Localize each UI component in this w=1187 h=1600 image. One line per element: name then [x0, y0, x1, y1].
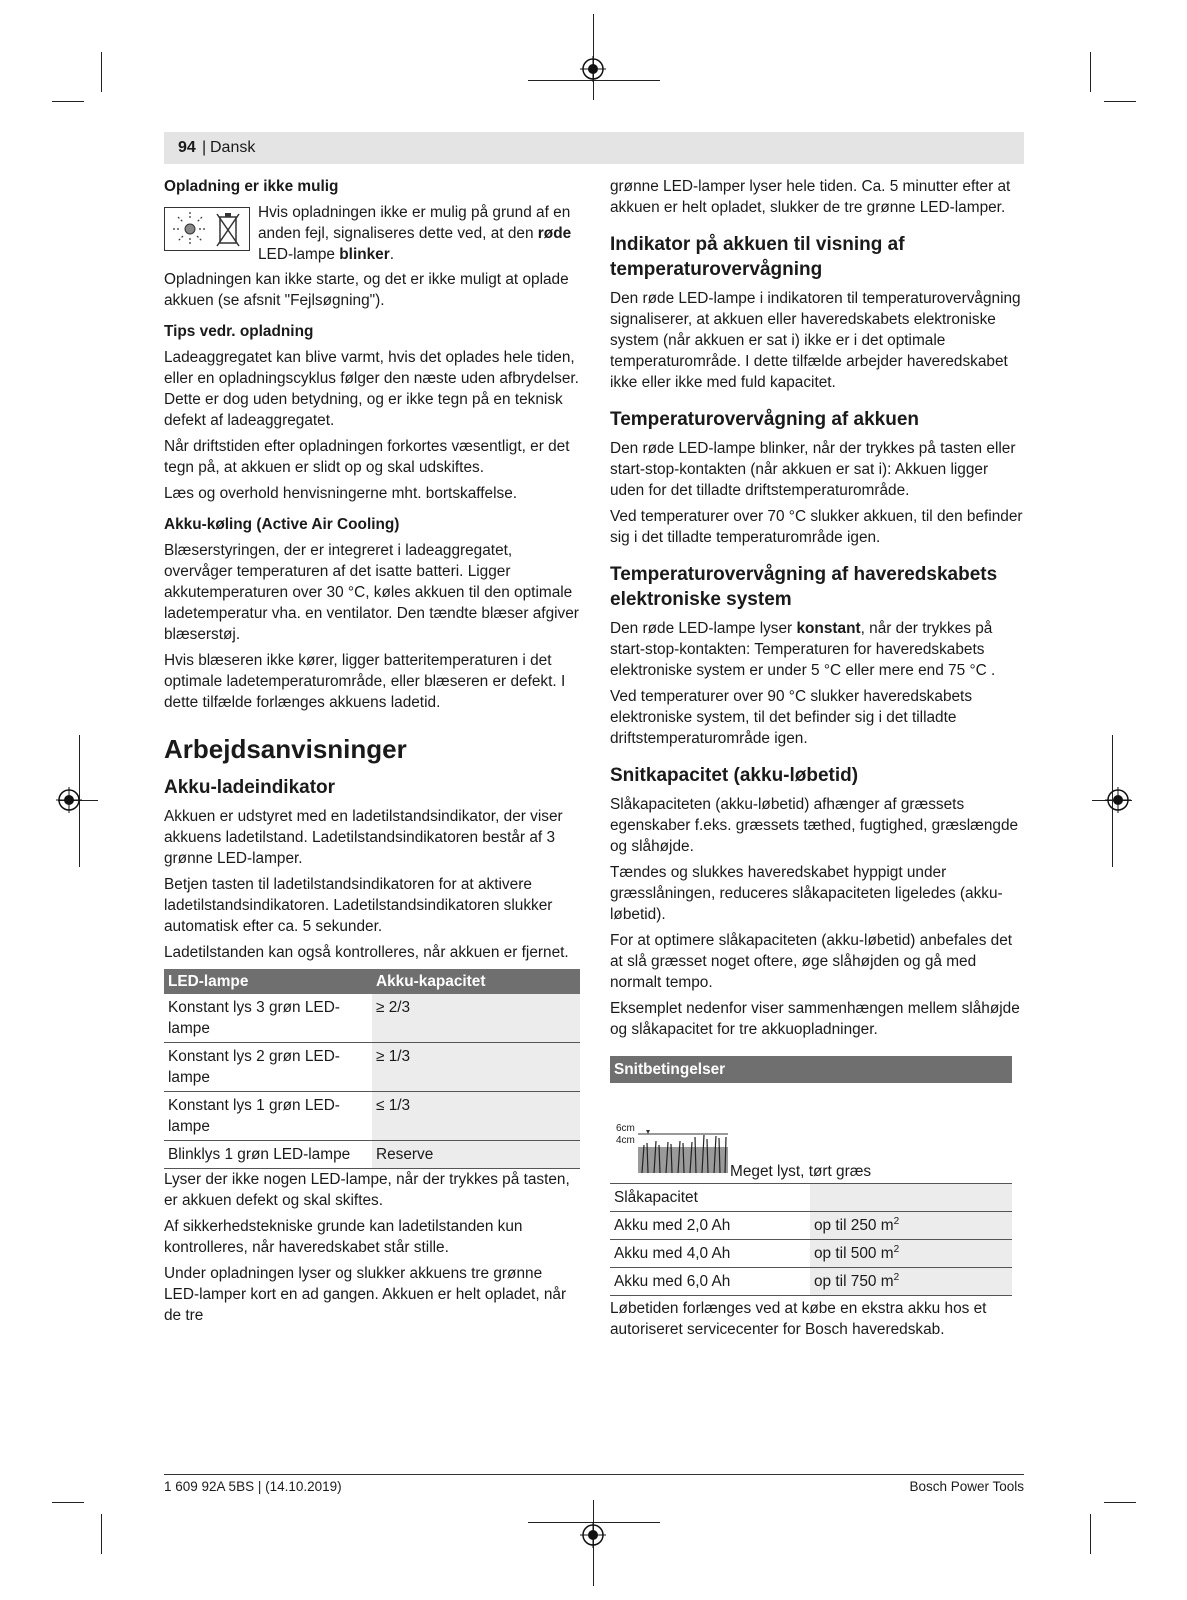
paragraph: Eksemplet nedenfor viser sammenhængen mellem slåhøjde og slåkapacitet for tre akkuopladninger.: [610, 1000, 1020, 1038]
registration-mark-icon: [580, 56, 606, 82]
table-row: [610, 1184, 1012, 1212]
table-cell: Akku med 6,0 Ah: [610, 1268, 810, 1296]
table-cell: [810, 1240, 1012, 1268]
table-cell: Konstant lys 1 grøn LED-lampe: [164, 1092, 372, 1141]
section-heading: Akku-køling (Active Air Cooling): [164, 516, 400, 533]
section-heading: Temperaturovervågning af akkuen: [610, 409, 920, 430]
paragraph: Ladetilstanden kan også kontrolleres, når akkuen er fjernet.: [164, 944, 569, 961]
right-column: [610, 176, 1026, 1345]
section-heading: Opladning er ikke mulig: [164, 178, 339, 195]
height-label-4cm: 4cm: [616, 1135, 635, 1146]
table-cell: [810, 1184, 1012, 1212]
page-header: [164, 132, 1024, 164]
table-row: [610, 1212, 1012, 1240]
table-row: [164, 994, 580, 1043]
paragraph: Ved temperaturer over 90 °C slukker haveredskabets elektroniske system, til det befinder sig i det tilladte driftstemperaturområde igen.: [610, 688, 973, 747]
unit-exponent: 2: [893, 1215, 900, 1227]
footer-divider: [164, 1474, 1024, 1475]
table-cell: Konstant lys 2 grøn LED-lampe: [164, 1043, 372, 1092]
section-heading: Indikator på akkuen til visning af temperaturovervågning: [610, 234, 905, 280]
paragraph: For at optimere slåkapaciteten (akku-løbetid) anbefales det at slå græsset noget oftere, øge slåhøjden og gå med normalt tempo.: [610, 932, 1013, 991]
text-fragment: Den røde LED-lampe lyser: [610, 620, 797, 637]
table-row: [164, 1092, 580, 1141]
paragraph: Løbetiden forlænges ved at købe en ekstra akku hos et autoriseret servicecenter for Bosch haveredskab.: [610, 1300, 987, 1338]
bold-fragment: blinker: [339, 246, 390, 263]
paragraph: Læs og overhold henvisningerne mht. bortskaffelse.: [164, 485, 518, 502]
registration-mark-icon: [1105, 787, 1131, 813]
section-heading: Temperaturovervågning af haveredskabets elektroniske system: [610, 564, 998, 610]
registration-mark-icon: [56, 787, 82, 813]
table-cell: Konstant lys 3 grøn LED-lampe: [164, 994, 372, 1043]
footer-brand: Bosch Power Tools: [909, 1479, 1024, 1494]
text-fragment: LED-lampe: [258, 246, 340, 263]
text-fragment: , når der trykkes på start-stop-kontakten: Temperaturen for haveredskabets elektroniske system er under 5 °C eller mere end 75 °C .: [610, 620, 996, 679]
table-row: [164, 1043, 580, 1092]
bold-fragment: røde: [537, 225, 572, 242]
table-row: [610, 1268, 1012, 1296]
paragraph: Ved temperaturer over 70 °C slukker akkuen, til den befinder sig i det tilladte temperaturområde igen.: [610, 508, 1023, 546]
paragraph: Af sikkerhedstekniske grunde kan ladetilstanden kun kontrolleres, når haveredskabet står stille.: [164, 1218, 523, 1256]
text-fragment: .: [389, 246, 395, 263]
section-heading: Tips vedr. opladning: [164, 323, 314, 340]
paragraph: Når driftstiden efter opladningen forkortes væsentligt, er det tegn på, at akkuen er slidt op og skal udskiftes.: [164, 438, 570, 476]
cut-table-title: Snitbetingelser: [610, 1056, 1012, 1083]
paragraph: Lyser der ikke nogen LED-lampe, når der trykkes på tasten, er akkuen defekt og skal skiftes.: [164, 1171, 570, 1209]
paragraph: [610, 618, 1026, 681]
paragraph: grønne LED-lamper lyser hele tiden. Ca. 5 minutter efter at akkuen er helt opladet, slukker de tre grønne LED-lamper.: [610, 178, 1011, 216]
capacity-value: op til 250 m: [814, 1217, 894, 1234]
led-capacity-table: [164, 969, 580, 1169]
crop-mark: [52, 1502, 84, 1503]
crop-mark: [101, 52, 102, 92]
charging-error-text: [258, 202, 580, 265]
grass-illustration-row: [610, 1083, 1012, 1184]
paragraph: Den røde LED-lampe blinker, når der trykkes på tasten eller start-stop-kontakten (når akkuen er sat i): Akkuen ligger uden for det tilladte driftstemperaturområde.: [610, 440, 1016, 499]
paragraph: Betjen tasten til ladetilstandsindikatoren for at aktivere ladetilstandsindikatoren. Ladetilstandsindikatoren slukker automatisk efter ca. 5 sekunder.: [164, 876, 553, 935]
table-cell: Blinklys 1 grøn LED-lampe: [164, 1141, 372, 1169]
crop-mark: [1104, 1502, 1136, 1503]
footer-doc-number: 1 609 92A 5BS | (14.10.2019): [164, 1479, 342, 1494]
paragraph: Tændes og slukkes haveredskabet hyppigt under græsslåningen, reduceres slåkapaciteten ligeledes (akku-løbetid).: [610, 864, 1003, 923]
table-row: [610, 1240, 1012, 1268]
left-column: [164, 176, 580, 1331]
crop-mark: [1104, 101, 1136, 102]
paragraph: Den røde LED-lampe i indikatoren til temperaturovervågning signaliserer, at akkuen eller haveredskabets elektroniske system (når akkuen er sat i) ikke er i det optimale temperaturområde. I dette tilfælde arbejder haveredskabet ikke eller ikke med fuld kapacitet.: [610, 290, 1021, 391]
capacity-value: op til 750 m: [814, 1273, 894, 1290]
height-label-6cm: 6cm: [616, 1123, 635, 1134]
section-heading: Snitkapacitet (akku-løbetid): [610, 765, 859, 786]
table-header: Akku-kapacitet: [372, 969, 580, 994]
table-cell: Akku med 4,0 Ah: [610, 1240, 810, 1268]
paragraph: Under opladningen lyser og slukker akkuens tre grønne LED-lamper kort en ad gangen. Akkuen er helt opladet, når de tre: [164, 1265, 567, 1324]
bold-fragment: konstant: [796, 620, 861, 637]
table-cell: ≥ 1/3: [372, 1043, 580, 1092]
unit-exponent: 2: [893, 1271, 900, 1283]
paragraph: Blæserstyringen, der er integreret i ladeaggregatet, overvåger temperaturen af det isatte batteri. Ligger akkutemperaturen over 30 °C, køles akkuen til den optimale ladetemperatur vha. en ventilator. Den tændte blæser afgiver blæserstøj.: [164, 542, 579, 643]
chapter-heading: Arbejdsanvisninger: [164, 734, 407, 764]
grass-caption: Meget lyst, tørt græs: [730, 1163, 872, 1180]
table-cell: ≥ 2/3: [372, 994, 580, 1043]
charging-error-row: [164, 202, 580, 265]
table-header: LED-lampe: [164, 969, 372, 994]
paragraph: Akkuen er udstyret med en ladetilstandsindikator, der viser akkuens ladetilstand. Ladetilstandsindikatoren består af 3 grønne LED-lamper.: [164, 808, 563, 867]
registration-mark-icon: [580, 1522, 606, 1548]
cutting-capacity-table: [610, 1184, 1012, 1296]
page-number: 94: [178, 139, 196, 156]
section-heading: Akku-ladeindikator: [164, 777, 336, 798]
table-row: [164, 1141, 580, 1169]
blinking-led-battery-icon: [164, 207, 250, 251]
table-cell: [810, 1212, 1012, 1240]
paragraph: Hvis blæseren ikke kører, ligger batteritemperaturen i det optimale ladetemperaturområde, eller blæseren er defekt. I dette tilfælde forlænges akkuens ladetid.: [164, 652, 566, 711]
table-cell: [810, 1268, 1012, 1296]
grass-icon: [638, 1127, 728, 1173]
table-cell: Slåkapacitet: [610, 1184, 810, 1212]
paragraph: Slåkapaciteten (akku-løbetid) afhænger af græssets egenskaber f.eks. græssets tæthed, fugtighed, græslængde og slåhøjde.: [610, 796, 1019, 855]
capacity-value: op til 500 m: [814, 1245, 894, 1262]
header-language: Dansk: [210, 139, 256, 156]
crop-mark: [1090, 52, 1091, 92]
crop-mark: [52, 101, 84, 102]
paragraph: Opladningen kan ikke starte, og det er ikke muligt at oplade akkuen (se afsnit "Fejlsøgning").: [164, 271, 569, 309]
table-cell: Akku med 2,0 Ah: [610, 1212, 810, 1240]
table-cell: ≤ 1/3: [372, 1092, 580, 1141]
crop-mark: [101, 1514, 102, 1554]
crop-mark: [1090, 1514, 1091, 1554]
paragraph: Ladeaggregatet kan blive varmt, hvis det oplades hele tiden, eller en opladningscyklus følger den næste uden afbrydelser. Dette er dog uden betydning, og er ikke tegn på en teknisk defekt af ladeaggregatet.: [164, 349, 579, 429]
unit-exponent: 2: [893, 1243, 900, 1255]
text-fragment: Hvis opladningen ikke er mulig på grund af en anden fejl, signaliseres dette ved, at den: [258, 204, 571, 242]
header-separator: |: [202, 139, 207, 156]
table-cell: Reserve: [372, 1141, 580, 1169]
